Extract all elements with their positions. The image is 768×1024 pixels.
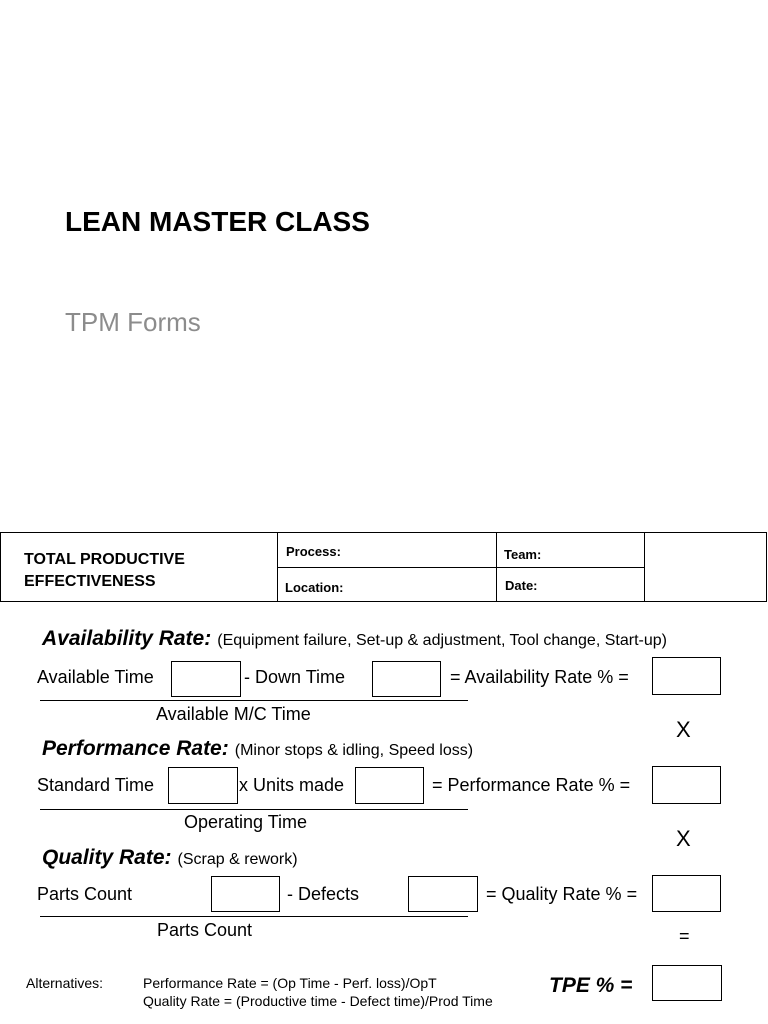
tpe-input[interactable]: [652, 965, 722, 1001]
header-divider: [277, 567, 645, 568]
process-label: Process:: [286, 544, 341, 559]
quality-rate-label: = Quality Rate % =: [486, 884, 638, 904]
page-title: LEAN MASTER CLASS: [65, 206, 370, 237]
form-title-line: TOTAL PRODUCTIVE: [24, 551, 185, 568]
form-title: [24, 549, 185, 593]
availability-note: (Equipment failure, Set-up & adjustment, Tool change, Start-up): [217, 632, 667, 649]
parts-count-label: Parts Count: [37, 884, 133, 904]
parts-count-input[interactable]: [211, 876, 280, 912]
performance-note: (Minor stops & idling, Speed loss): [234, 742, 474, 759]
availability-heading: Availability Rate:: [42, 627, 212, 650]
units-made-input[interactable]: [355, 767, 424, 804]
quality-fraction-line: [40, 916, 468, 917]
alternatives-label: Alternatives:: [26, 975, 104, 991]
operating-time-label: Operating Time: [184, 812, 308, 832]
performance-rate-input[interactable]: [652, 766, 721, 804]
quality-note: (Scrap & rework): [177, 851, 298, 868]
date-label: Date:: [505, 578, 538, 593]
available-time-input[interactable]: [171, 661, 241, 697]
defects-input[interactable]: [408, 876, 478, 912]
page-subtitle: TPM Forms: [65, 307, 201, 337]
form-title-line: EFFECTIVENESS: [24, 573, 156, 590]
multiply-symbol: X: [676, 826, 691, 851]
down-time-label: - Down Time: [244, 667, 346, 687]
units-made-label: x Units made: [239, 775, 345, 795]
quality-heading-row: [42, 846, 298, 870]
performance-heading: Performance Rate:: [42, 737, 229, 760]
availability-fraction-line: [40, 700, 468, 701]
alternative-performance-formula: Performance Rate = (Op Time - Perf. loss)/OpT: [143, 975, 437, 991]
multiply-symbol: X: [676, 717, 691, 742]
performance-rate-label: = Performance Rate % =: [432, 775, 631, 795]
defects-label: - Defects: [287, 884, 360, 904]
performance-heading-row: [42, 737, 473, 761]
form-header-table: [0, 532, 767, 602]
availability-rate-input[interactable]: [652, 657, 721, 695]
available-time-label: Available Time: [37, 667, 154, 687]
standard-time-input[interactable]: [168, 767, 238, 804]
equals-symbol: =: [679, 926, 690, 946]
availability-heading-row: [42, 627, 667, 651]
available-mc-time-label: Available M/C Time: [156, 704, 311, 724]
tpe-label: TPE % =: [549, 974, 633, 997]
team-label: Team:: [504, 547, 542, 562]
location-label: Location:: [285, 580, 344, 595]
parts-count-denominator-label: Parts Count: [157, 920, 253, 940]
availability-rate-label: = Availability Rate % =: [450, 667, 629, 687]
quality-heading: Quality Rate:: [42, 846, 172, 869]
performance-fraction-line: [40, 809, 468, 810]
quality-rate-input[interactable]: [652, 875, 721, 912]
alternative-quality-formula: Quality Rate = (Productive time - Defect time)/Prod Time: [143, 993, 493, 1009]
down-time-input[interactable]: [372, 661, 441, 697]
standard-time-label: Standard Time: [37, 775, 155, 795]
